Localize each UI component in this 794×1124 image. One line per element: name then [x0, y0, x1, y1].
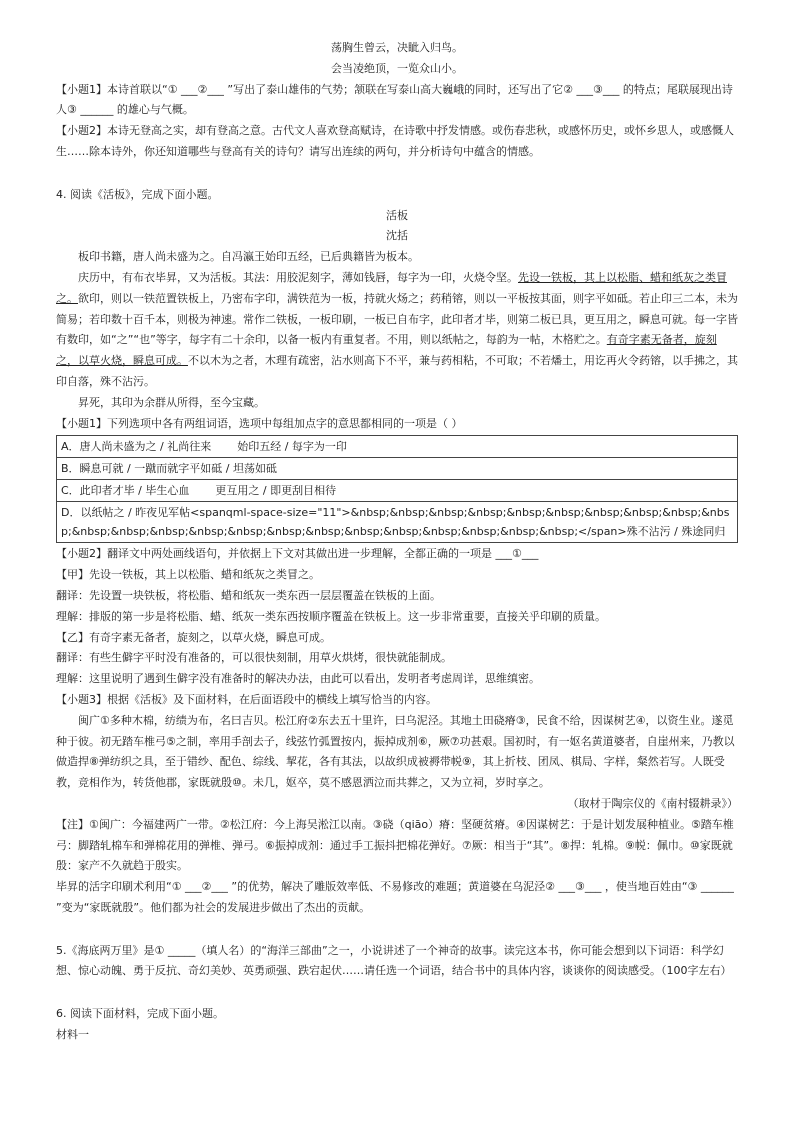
option-c-part1: C．此印者才毕 / 毕生心血: [61, 484, 190, 498]
yi-translation: 翻译：有些生僻字平时没有准备的，可以很快刻制，用草火烘烤，很快就能制成。: [56, 651, 452, 665]
option-c-row[interactable]: [57, 480, 738, 502]
q4-sub1-question: 【小题1】下列选项中各有两组词语，选项中每组加点字的意思都相同的一项是（ ）: [56, 416, 463, 430]
q4-author: 沈括: [386, 229, 408, 243]
q3-sub2: 【小题2】本诗无登高之实，却有登高之意。古代文人喜欢登高赋诗，在诗歌中抒发情感。或伤春悲秋，或感怀历史，或怀乡思人，或感慨人生……除本诗外，你还知道哪些与登高有关的诗句？请写出连续的两句，并分析诗句中蕴含的情感。: [56, 124, 734, 158]
poem-line-1: 荡胸生曾云，决眦入归鸟。: [331, 41, 463, 54]
option-b-row[interactable]: B．瞬息可就 / 一蹴而就字平如砥 / 坦荡如砥: [57, 458, 738, 480]
material-passage: 闽广①多种木棉，纺绩为布，名曰吉贝。松江府②东去五十里许，曰乌泥泾。其地土田硗瘠③，民食不给，因谋树艺④，以资生业。遂觅种于彼。初无踏车椎弓⑤之制，率用手剖去子，线弦竹弧置按内，振掉成剂⑥，厥⑦功甚艰。国初时，有一妪名黄道婆者，自崖州来，乃教以做造捍⑧弹纺织之具，至于错纱、配色、综线、挈花，各有其法，以故织成被褥带帨⑨，其上折枝、团凤、棋局、字样，粲然若写。人既受教，竞相作为，转货他郡，家既就殷⑩。未几，妪卒，莫不感恩洒泣而共葬之，又为立祠，岁时享之。: [56, 713, 735, 790]
q4-fill-paragraph: 毕昇的活字印刷术利用“① ___②___ ”的优势，解决了雕版效率低、不易修改的难题；黄道婆在乌泥泾② ___③___ ，使当地百姓由“③ ______ ”变为“家既就殷”。他们都为社会的发展进步做出了杰出的贡献。: [56, 880, 734, 914]
yi-understanding: 理解：这里说明了遇到生僻字没有准备时的解决办法，由此可以看出，发明者考虑周详，思维缜密。: [56, 672, 540, 686]
options-table: [56, 435, 738, 543]
q6-material-1-label: 材料一: [56, 1028, 89, 1042]
q4-para3: 昇死，其印为余群从所得，至今宝藏。: [78, 395, 265, 409]
q4-para1: 板印书籍，唐人尚未盛为之。自冯瀛王始印五经，已后典籍皆为板本。: [78, 250, 419, 264]
jia-understanding: 理解：排版的第一步是将松脂、蜡、纸灰一类东西按顺序覆盖在铁板上。这一步非常重要，直接关乎印刷的质量。: [56, 609, 606, 623]
option-d-row[interactable]: D．以纸帖之 / 昨夜见军帖<spanqml-space-size="11">&nbsp;&nbsp;&nbsp;&nbsp;&nbsp;&nbsp;&nbsp;&nbsp;&nbsp;&nbsp;&nbsp;&nbsp;&nbsp;&nbsp;&nbsp;&nbsp;&nbsp;&nbsp;&nbsp;&nbsp;&nbsp;&nbsp;&nbsp;</span>殊不沾污 / 殊途同归: [57, 502, 738, 543]
q5-text: 5.《海底两万里》是① _____（填人名）的“海洋三部曲”之一，小说讲述了一个神奇的故事。读完这本书，你可能会想到以下词语：科学幻想、惊心动魄、勇于反抗、奇幻美妙、英勇顽强、跌宕起伏……请任选一个词语，结合书中的具体内容，谈谈你的阅读感受。（100字左右）: [56, 943, 732, 978]
q4-intro: 4. 阅读《活板》，完成下面小题。: [56, 187, 219, 201]
document-page: [56, 38, 738, 1046]
option-a-row[interactable]: [57, 436, 738, 458]
jia-translation: 翻译：先设置一块铁板，将松脂、蜡和纸灰一类东西一层层覆盖在铁板的上面。: [56, 588, 441, 602]
poem-line-2: 会当凌绝顶，一览众山小。: [331, 61, 463, 75]
q4-sub3-question: 【小题3】根据《活板》及下面材料，在后面语段中的横线上填写恰当的内容。: [56, 692, 437, 706]
para2-text-b: 欲印，则以一铁范置铁板上，乃密布字印，满铁范为一板，持就火炀之；药稍镕，则以一平板按其面，则字平如砥。若止印三二本，未为简易；若印数十百千本，则极为神速。常作二铁板，一板印刷，一板已自布字，此印者才毕，则第二板已具，更互用之，瞬息可就。每一字皆有数印，如“之”“也”等字，每字有二十余印，以备一板内有重复者。不用，则以纸帖之，每韵为一帖，木格贮之。: [56, 291, 738, 347]
para2-underlined-yi: 有奇字素无备者，旋刻之，以草火烧，瞬息可成。: [56, 333, 717, 368]
q4-para2: [56, 268, 738, 393]
yi-sentence: 【乙】有奇字素无备者，旋刻之，以草火烧，瞬息可成。: [56, 630, 331, 644]
q6-intro: 6. 阅读下面材料，完成下面小题。: [56, 1007, 224, 1021]
option-a-part1: A．唐人尚未盛为之 / 礼尚往来: [61, 440, 212, 454]
material-source: （取材于陶宗仪的《南村辍耕录》）: [567, 796, 738, 810]
material-notes: 【注】①闽广：今福建两广一带。②松江府：今上海吴淞江以南。③硗（qiāo）瘠：坚硬贫瘠。④因谋树艺：于是计划发展种植业。⑤踏车椎弓：脚踏轧棉车和弹棉花用的弹椎、弹弓。⑥振掉成剂：通过手工振抖把棉花弹好。⑦厥：相当于“其”。⑧捍：轧棉。⑨帨：佩巾。⑩家既就殷：家产不久就趋于殷实。: [56, 817, 734, 873]
para2-text-a: 庆历中，有布衣毕昇，又为活板。其法：用胶泥刻字，薄如钱唇，每字为一印，火烧令坚。: [78, 270, 518, 284]
para2-text-c: 不以木为之者，木理有疏密，沾水则高下不平，兼与药相粘，不可取；不若燔土，用讫再火令药镕，以手拂之，其印自落，殊不沾污。: [56, 354, 738, 388]
q4-sub2-question: 【小题2】翻译文中两处画线语句，并依据上下文对其做出进一步理解，全都正确的一项是 ___①___: [56, 547, 539, 561]
option-c-part2: 更互用之 / 即更刮目相待: [215, 484, 337, 498]
q3-sub1: 【小题1】本诗首联以“① ___②___ ”写出了泰山雄伟的气势；颔联在写泰山高大巍峨的同时，还写出了它② ___③___ 的特点；尾联展现出诗人③ ______ 的雄心与气概。: [56, 82, 733, 117]
jia-sentence: 【甲】先设一铁板，其上以松脂、蜡和纸灰之类冒之。: [56, 568, 320, 582]
para2-underlined-jia: 先设一铁板，其上以松脂、蜡和纸灰之类冒之。: [56, 270, 727, 305]
q4-title: 活板: [386, 208, 408, 222]
option-a-part2: 始印五经 / 每字为一印: [237, 440, 347, 454]
